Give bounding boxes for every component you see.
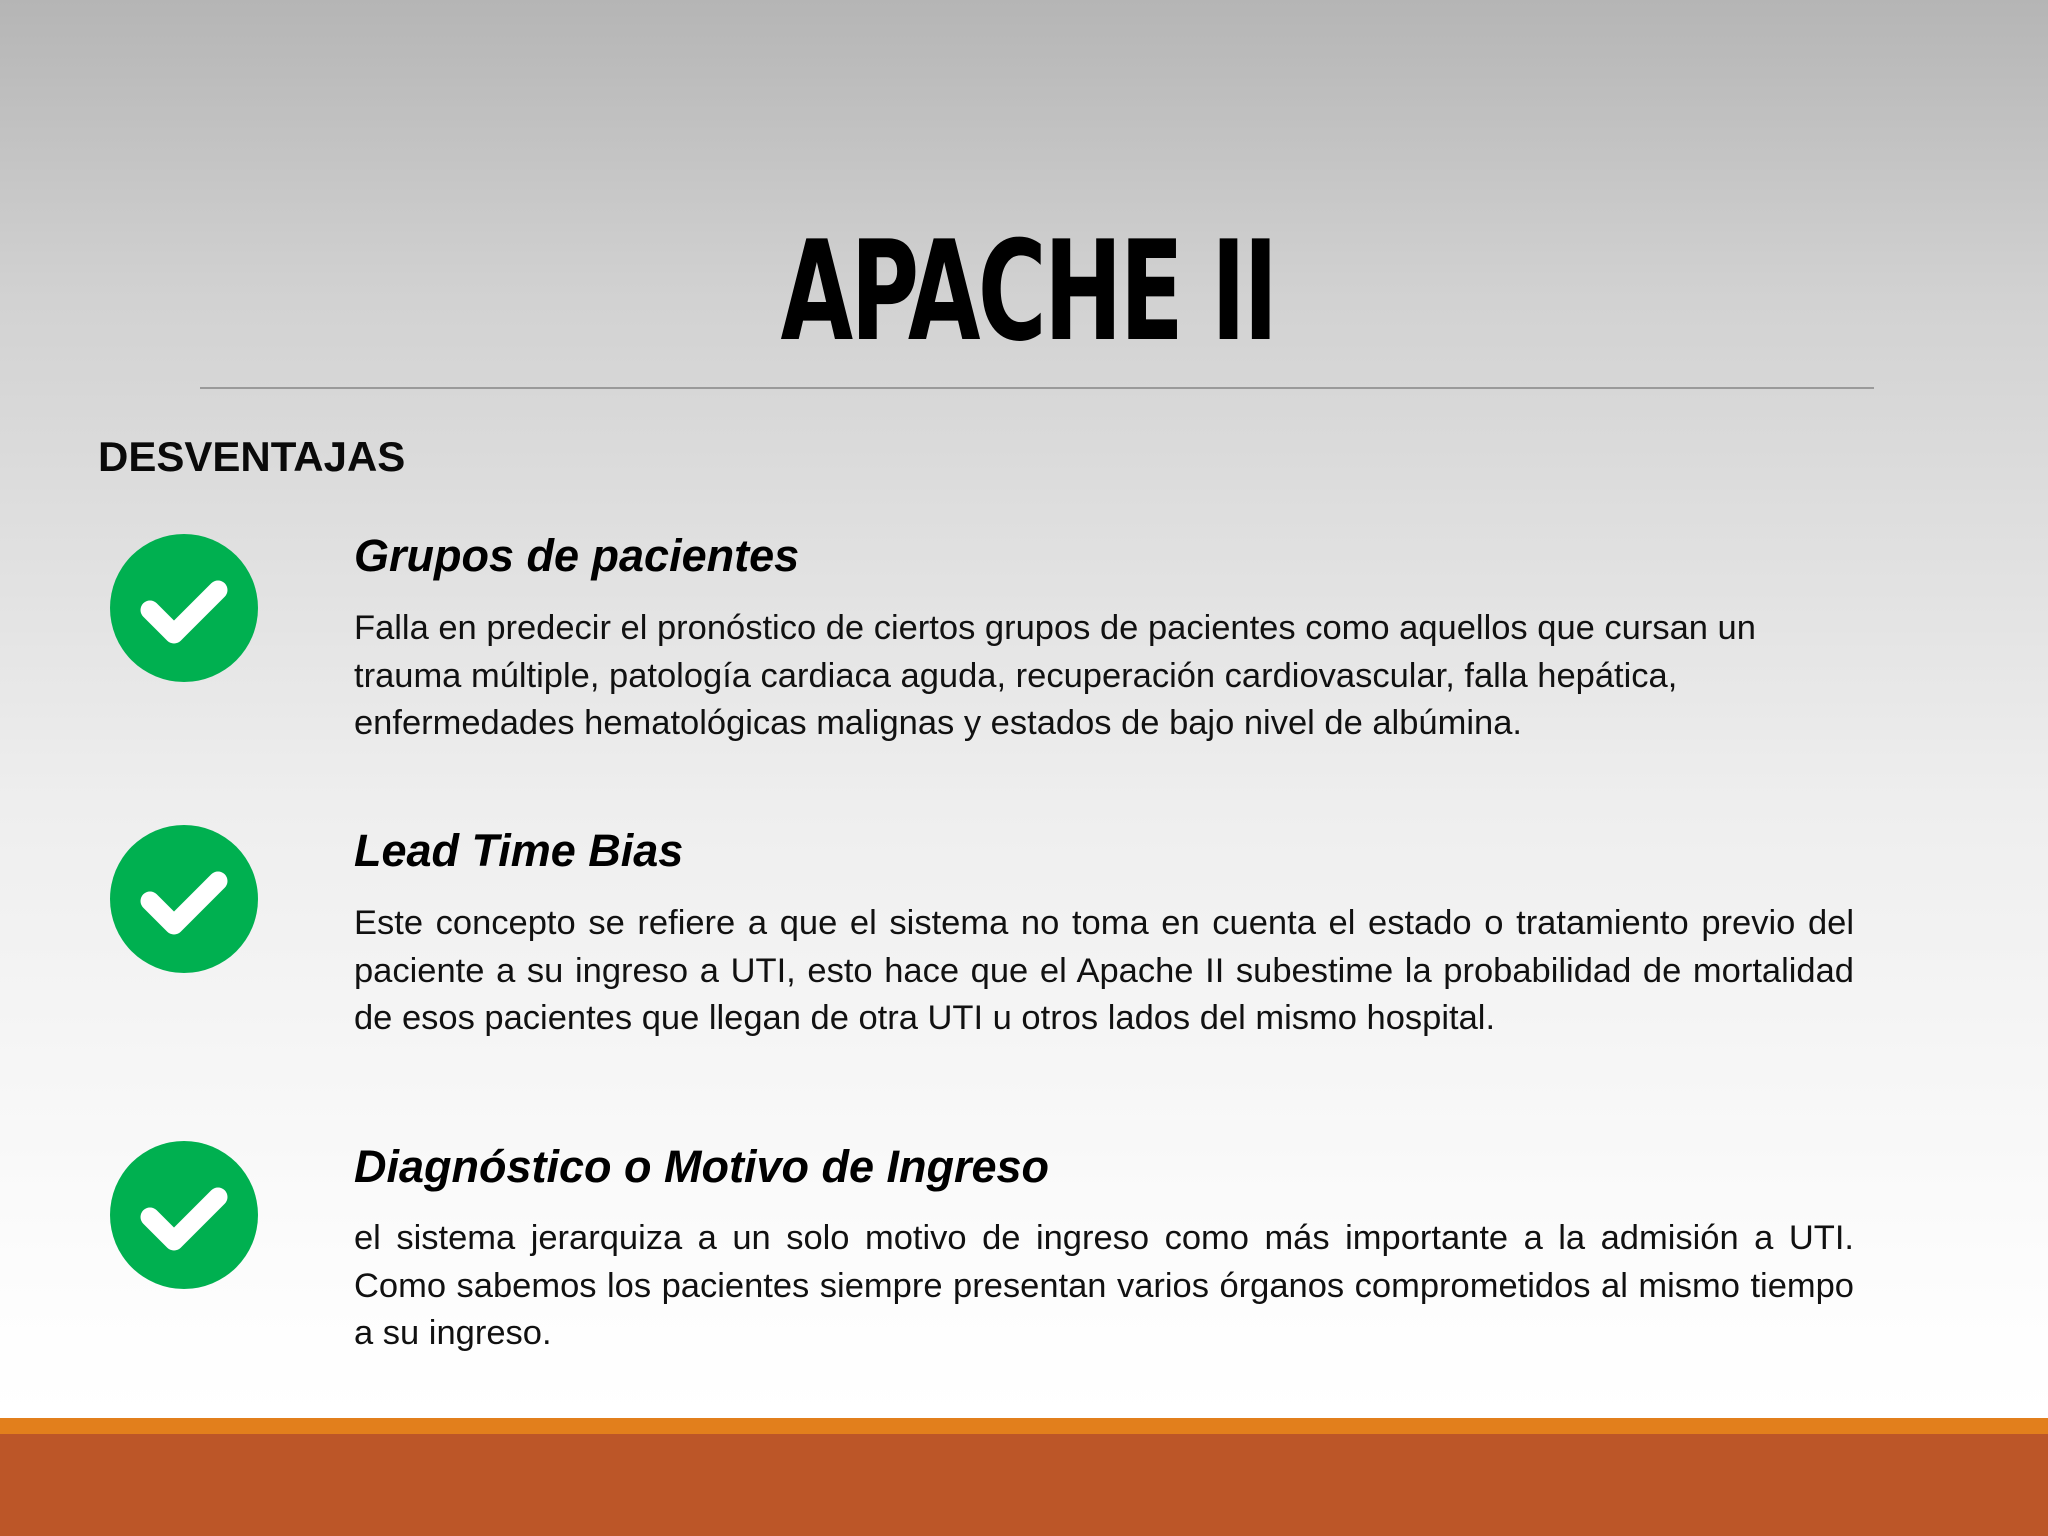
item-heading: Diagnóstico o Motivo de Ingreso: [354, 1141, 1050, 1192]
check-circle-icon: [110, 534, 258, 682]
footer-bar: [0, 1434, 2048, 1536]
check-circle-icon: [110, 825, 258, 973]
footer-accent-line: [0, 1418, 2048, 1434]
item-body: Este concepto se refiere a que el sistema no toma en cuenta el estado o tratamiento previo del paciente a su ingreso a UTI, esto hace que el Apache II subestime la probabilidad de mortalidad de esos pacientes que llegan de otra UTI u otros lados del mismo hospital.: [354, 904, 1854, 1037]
section-label: DESVENTAJAS: [98, 433, 406, 480]
item-heading: Lead Time Bias: [354, 825, 684, 876]
title-divider: [200, 387, 1874, 389]
item-heading: Grupos de pacientes: [354, 530, 800, 581]
item-body: el sistema jerarquiza a un solo motivo de ingreso como más importante a la admisión a UTI. Como sabemos los pacientes siempre presentan varios órganos comprometidos al mismo tiempo a su ingreso.: [354, 1219, 1854, 1352]
check-circle-icon: [110, 1141, 258, 1289]
slide-title: APACHE II: [780, 211, 1276, 372]
item-body: Falla en predecir el pronóstico de ciertos grupos de pacientes como aquellos que cursan un trauma múltiple, patología cardiaca aguda, recuperación cardiovascular, falla hepática, enfermedades hematológicas malignas y estados de bajo nivel de albúmina.: [354, 609, 1756, 742]
